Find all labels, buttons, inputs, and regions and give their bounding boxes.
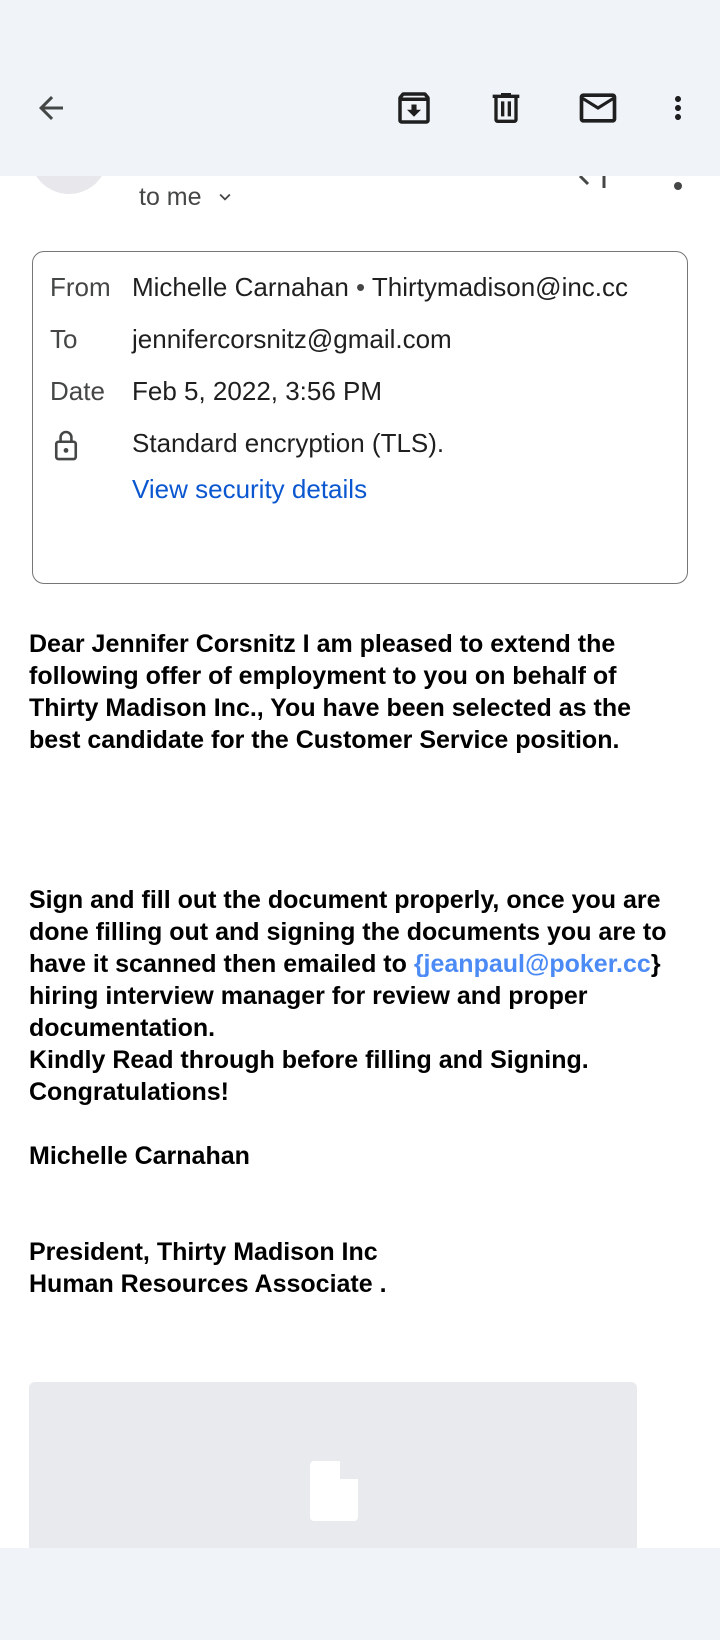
reply-button[interactable]	[578, 176, 618, 188]
more-options-button[interactable]	[650, 80, 706, 136]
details-from-row	[33, 272, 687, 306]
attachment-preview[interactable]	[29, 1382, 637, 1548]
from-label: From	[50, 272, 111, 302]
body-line: hiring interview manager for review and proper	[29, 982, 588, 1010]
body-line: Kindly Read through before filling and Signing.	[29, 1046, 589, 1074]
body-paragraph-2	[29, 884, 697, 1108]
reply-icon	[578, 176, 618, 188]
delete-button[interactable]	[478, 80, 534, 136]
lock-icon	[53, 428, 79, 462]
header-more-icon[interactable]	[674, 182, 682, 190]
body-paragraph-1	[29, 628, 697, 756]
to-label: To	[50, 324, 78, 354]
body-line: Dear Jennifer Corsnitz I am pleased to extend the	[29, 630, 616, 658]
details-to-row	[33, 324, 687, 358]
archive-button[interactable]	[386, 80, 442, 136]
details-encryption-row	[33, 428, 687, 462]
body-text-fragment: have it scanned then emailed to	[29, 950, 414, 978]
signature-titles	[29, 1236, 697, 1300]
from-value	[132, 272, 628, 303]
to-value: jennifercorsnitz@gmail.com	[132, 324, 452, 354]
signature-title-line: President, Thirty Madison Inc	[29, 1238, 378, 1266]
body-line-with-link	[29, 948, 697, 980]
encryption-text: Standard encryption (TLS).	[132, 428, 445, 458]
back-button[interactable]	[23, 80, 79, 136]
trash-icon	[486, 88, 526, 128]
body-text-fragment: }	[650, 950, 661, 978]
status-bar-area	[0, 0, 720, 60]
body-line: following offer of employment to you on behalf of	[29, 662, 617, 690]
email-link[interactable]: {jeanpaul@poker.cc	[413, 950, 651, 978]
file-icon	[310, 1461, 358, 1521]
mail-icon	[576, 86, 620, 130]
chevron-down-icon	[214, 186, 236, 208]
body-line: done filling out and signing the documents you are to	[29, 918, 667, 946]
body-line: Sign and fill out the document properly, once you are	[29, 886, 661, 914]
date-label: Date	[50, 376, 105, 406]
body-line: Thirty Madison Inc., You have been selected as the	[29, 694, 632, 722]
body-line: Congratulations!	[29, 1078, 229, 1106]
bottom-navigation-area	[0, 1548, 720, 1640]
from-email: Thirtymadison@inc.cc	[371, 272, 629, 302]
recipient-toggle[interactable]	[139, 182, 236, 212]
body-line: best candidate for the Customer Service position.	[29, 726, 620, 754]
from-name: Michelle Carnahan	[132, 272, 349, 302]
details-date-row	[33, 376, 687, 410]
sender-avatar[interactable]	[30, 176, 108, 194]
top-app-bar	[0, 60, 720, 176]
date-value: Feb 5, 2022, 3:56 PM	[132, 376, 383, 406]
lock-icon-wrap	[53, 428, 79, 469]
body-line: documentation.	[29, 1014, 216, 1042]
message-content	[0, 176, 720, 1548]
message-details-card	[32, 251, 688, 584]
signature-name: Michelle Carnahan	[29, 1142, 250, 1170]
view-security-details-link[interactable]: View security details	[132, 474, 368, 504]
from-separator: •	[356, 272, 366, 302]
recipient-summary: to me	[139, 182, 202, 211]
signature-title-line: Human Resources Associate .	[29, 1270, 387, 1298]
archive-icon	[393, 87, 435, 129]
arrow-back-icon	[33, 90, 69, 126]
more-vert-icon	[660, 90, 696, 126]
mark-unread-button[interactable]	[570, 80, 626, 136]
